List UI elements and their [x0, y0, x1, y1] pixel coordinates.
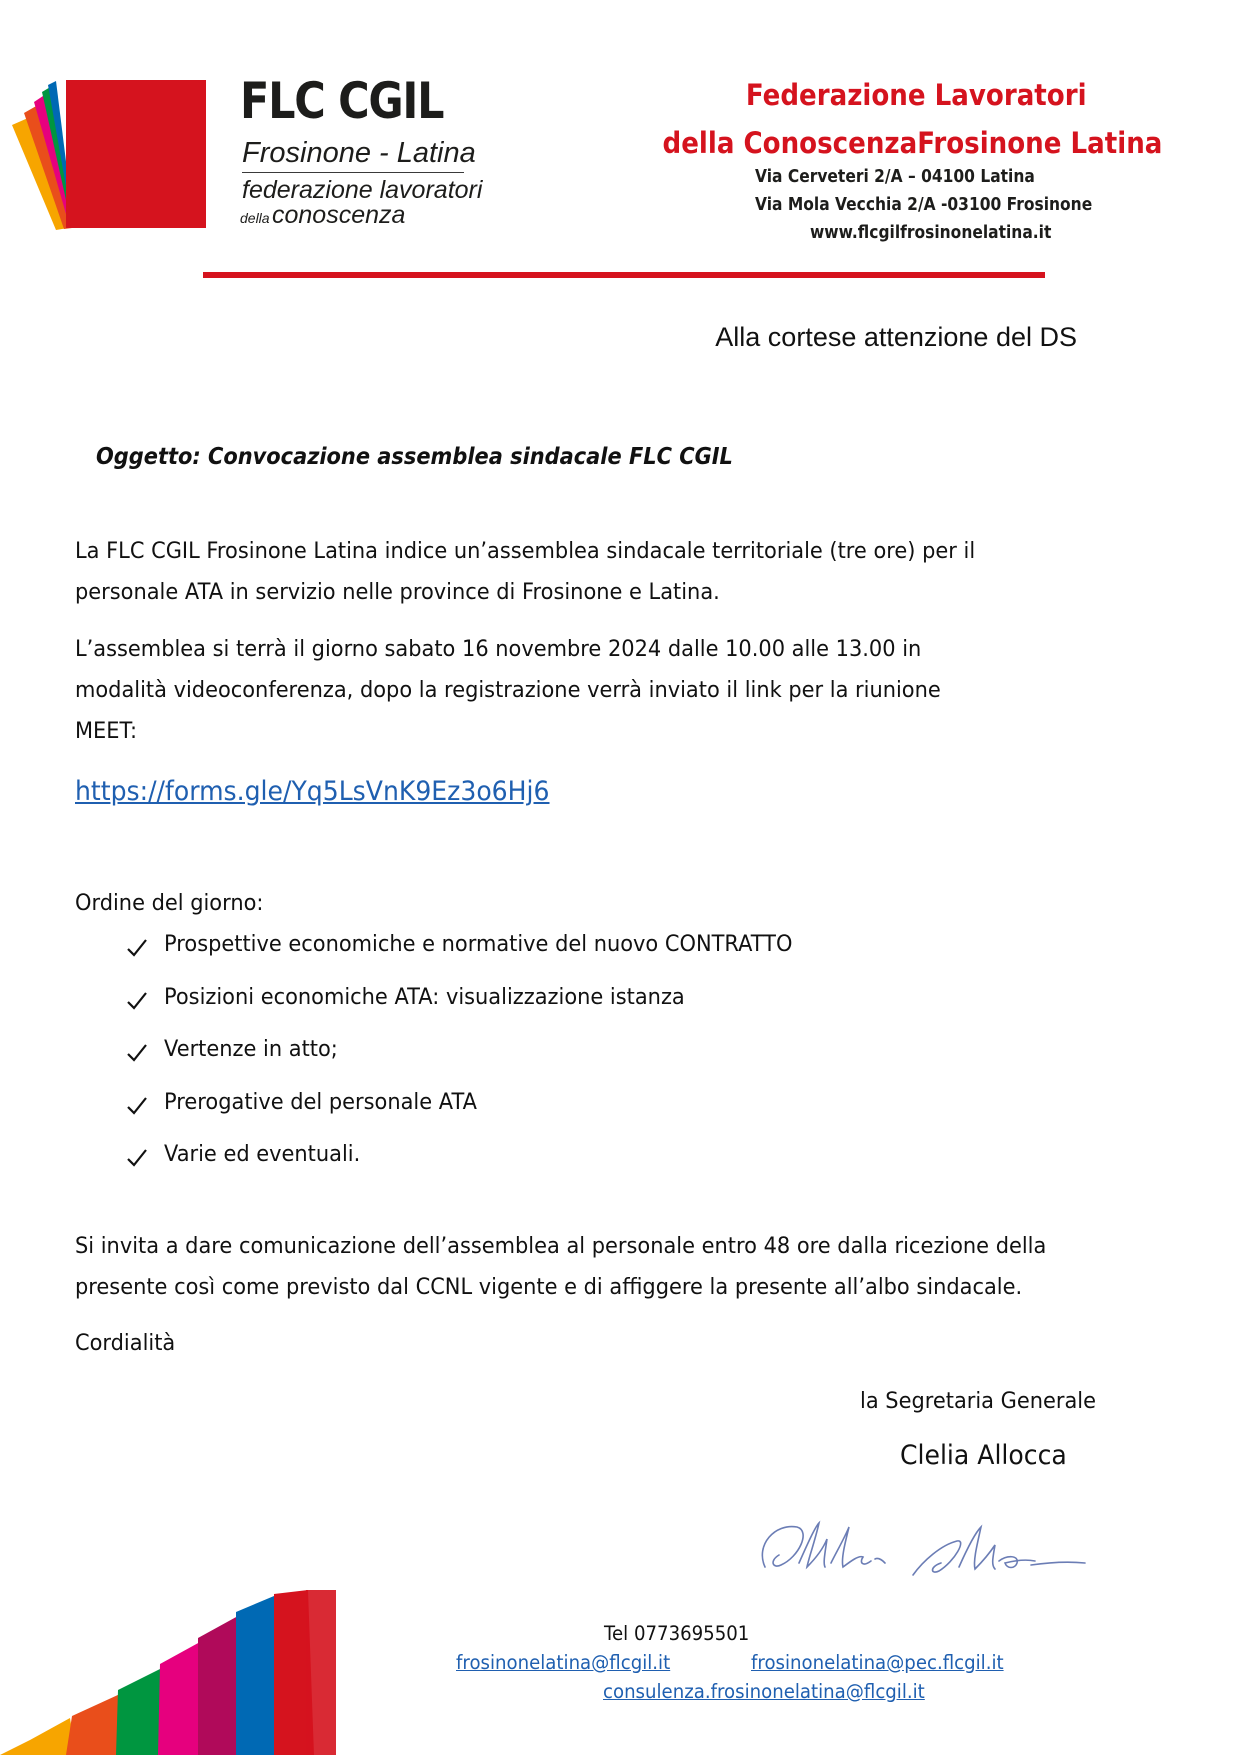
agenda-item-text: Posizioni economiche ATA: visualizzazione istanza — [164, 983, 685, 1010]
header-address-latina: Via Cerveteri 2/A – 04100 Latina — [755, 166, 1035, 187]
agenda-item-text: Varie ed eventuali. — [164, 1141, 361, 1167]
checkmark-icon — [126, 937, 148, 959]
footer-email-link[interactable]: frosinonelatina@flcgil.it — [456, 1651, 671, 1674]
checkmark-icon — [126, 1042, 148, 1064]
footer-pec-email-link[interactable]: frosinonelatina@pec.flcgil.it — [751, 1651, 1004, 1674]
header-address-frosinone: Via Mola Vecchia 2/A -03100 Frosinone — [755, 194, 1093, 215]
footer-stripes-icon — [0, 1590, 340, 1755]
org-region: Frosinone - Latina — [242, 137, 476, 169]
signatory-title: la Segretaria Generale — [860, 1388, 1097, 1414]
paragraph-line: personale ATA in servizio nelle province di Frosinone e Latina. — [75, 579, 720, 605]
footer-phone: Tel 0773695501 — [604, 1622, 750, 1645]
handwritten-signature — [745, 1505, 1095, 1593]
paragraph-line: L’assemblea si terrà il giorno sabato 16 novembre 2024 dalle 10.00 alle 13.00 in — [75, 636, 922, 662]
checkmark-icon — [126, 990, 148, 1012]
org-tagline-small: della — [240, 210, 270, 226]
header-divider — [203, 272, 1045, 278]
org-tagline-line1: federazione lavoratori — [242, 176, 483, 204]
org-tagline-line2: conoscenza — [272, 201, 406, 229]
registration-form-link[interactable]: https://forms.gle/Yq5LsVnK9Ez3o6Hj6 — [75, 776, 550, 807]
org-name: FLC CGIL — [240, 72, 444, 130]
header-title-line2: della ConoscenzaFrosinone Latina — [662, 126, 1162, 160]
footer-consulting-email-link[interactable]: consulenza.frosinonelatina@flcgil.it — [603, 1680, 925, 1703]
agenda-title: Ordine del giorno: — [75, 890, 264, 916]
signatory-name: Clelia Allocca — [900, 1440, 1067, 1471]
checkmark-icon — [126, 1095, 148, 1117]
agenda-item-text: Prospettive economiche e normative del nuovo CONTRATTO — [164, 931, 793, 957]
header-website[interactable]: www.flcgilfrosinonelatina.it — [810, 222, 1052, 243]
paragraph-line: modalità videoconferenza, dopo la registrazione verrà inviato il link per la riunione — [75, 677, 941, 703]
agenda-item-text: Prerogative del personale ATA — [164, 1088, 477, 1115]
paragraph-line: presente così come previsto dal CCNL vigente e di affiggere la presente all’albo sindacale. — [75, 1274, 1023, 1300]
checkmark-icon — [126, 1147, 148, 1169]
recipient-line: Alla cortese attenzione del DS — [715, 322, 1077, 352]
agenda-item-text: Vertenze in atto; — [164, 1036, 338, 1062]
paragraph-line: La FLC CGIL Frosinone Latina indice un’assemblea sindacale territoriale (tre ore) per il — [75, 538, 976, 564]
letter-subject: Oggetto: Convocazione assemblea sindacale FLC CGIL — [96, 444, 733, 470]
flc-cgil-logo-icon — [10, 80, 210, 230]
closing-salutation: Cordialità — [75, 1330, 176, 1356]
paragraph-line: MEET: — [75, 718, 138, 744]
header-title-line1: Federazione Lavoratori — [746, 78, 1087, 112]
org-region-divider — [242, 172, 464, 173]
paragraph-line: Si invita a dare comunicazione dell’assemblea al personale entro 48 ore dalla ricezione della — [75, 1233, 1047, 1259]
